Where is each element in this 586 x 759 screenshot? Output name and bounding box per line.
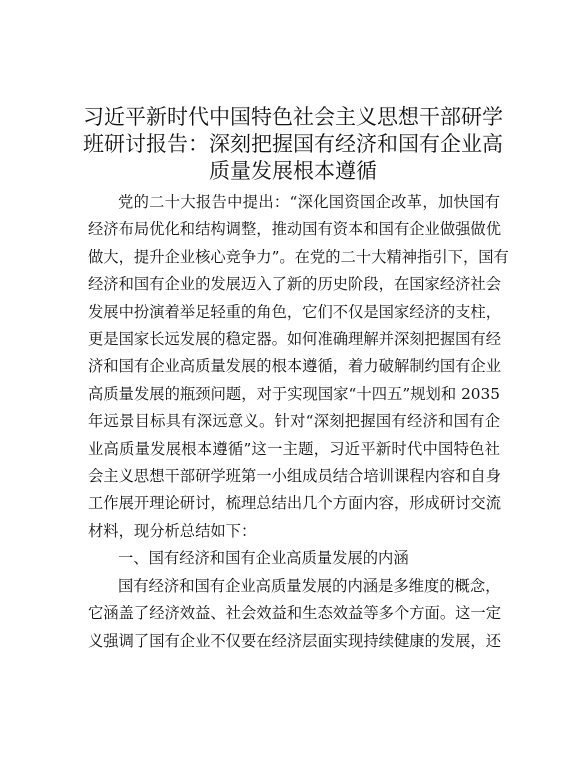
paragraph-2-line-2: 它涵盖了经济效益、社会效益和生态效益等多个方面。这一定 <box>88 604 502 623</box>
title-line-3: 质量发展根本遵循 <box>209 159 377 183</box>
document-title <box>60 104 526 185</box>
paragraph-2-line-1: 国有经济和国有企业高质量发展的内涵是多维度的概念， <box>118 576 501 595</box>
paragraph-1-line-8: 高质量发展的瓶颈问题，对于实现国家“十四五”规划和 2035 <box>88 384 500 403</box>
paragraph-1-line-6: 更是国家长远发展的稳定器。如何准确理解并深刻把握国有经 <box>88 330 502 349</box>
paragraph-1-line-7: 济和国有企业高质量发展的根本遵循，着力破解制约国有企业 <box>88 357 502 376</box>
title-line-1: 习近平新时代中国特色社会主义思想干部研学 <box>83 105 503 129</box>
paragraph-2-line-3: 义强调了国有企业不仅要在经济层面实现持续健康的发展，还 <box>88 631 502 650</box>
title-line-2: 班研讨报告：深刻把握国有经济和国有企业高 <box>83 132 503 156</box>
paragraph-1-line-5: 发展中扮演着举足轻重的角色，它们不仅是国家经济的支柱， <box>88 302 502 321</box>
paragraph-1-line-11: 会主义思想干部研学班第一小组成员结合培训课程内容和自身 <box>88 467 502 486</box>
paragraph-1-line-9: 年远景目标具有深远意义。针对“深刻把握国有经济和国有企 <box>88 412 500 431</box>
paragraph-1-line-1: 党的二十大报告中提出：“深化国资国企改革，加快国有 <box>118 193 500 211</box>
section-heading-1: 一、国有经济和国有企业高质量发展的内涵 <box>118 549 409 568</box>
paragraph-1-line-12: 工作展开理论研讨，梳理总结出几个方面内容，形成研讨交流 <box>88 494 502 513</box>
document-body <box>88 189 509 655</box>
paragraph-1-line-2: 经济布局优化和结构调整，推动国有资本和国有企业做强做优 <box>88 220 502 239</box>
paragraph-1-line-4: 经济和国有企业的发展迈入了新的历史阶段，在国家经济社会 <box>88 275 502 294</box>
paragraph-1-line-13: 材料，现分析总结如下： <box>88 521 257 540</box>
paragraph-1-line-10: 业高质量发展根本遵循”这一主题，习近平新时代中国特色社 <box>88 439 500 458</box>
paragraph-1-line-3: 做大，提升企业核心竞争力”。在党的二十大精神指引下，国有 <box>88 247 509 266</box>
